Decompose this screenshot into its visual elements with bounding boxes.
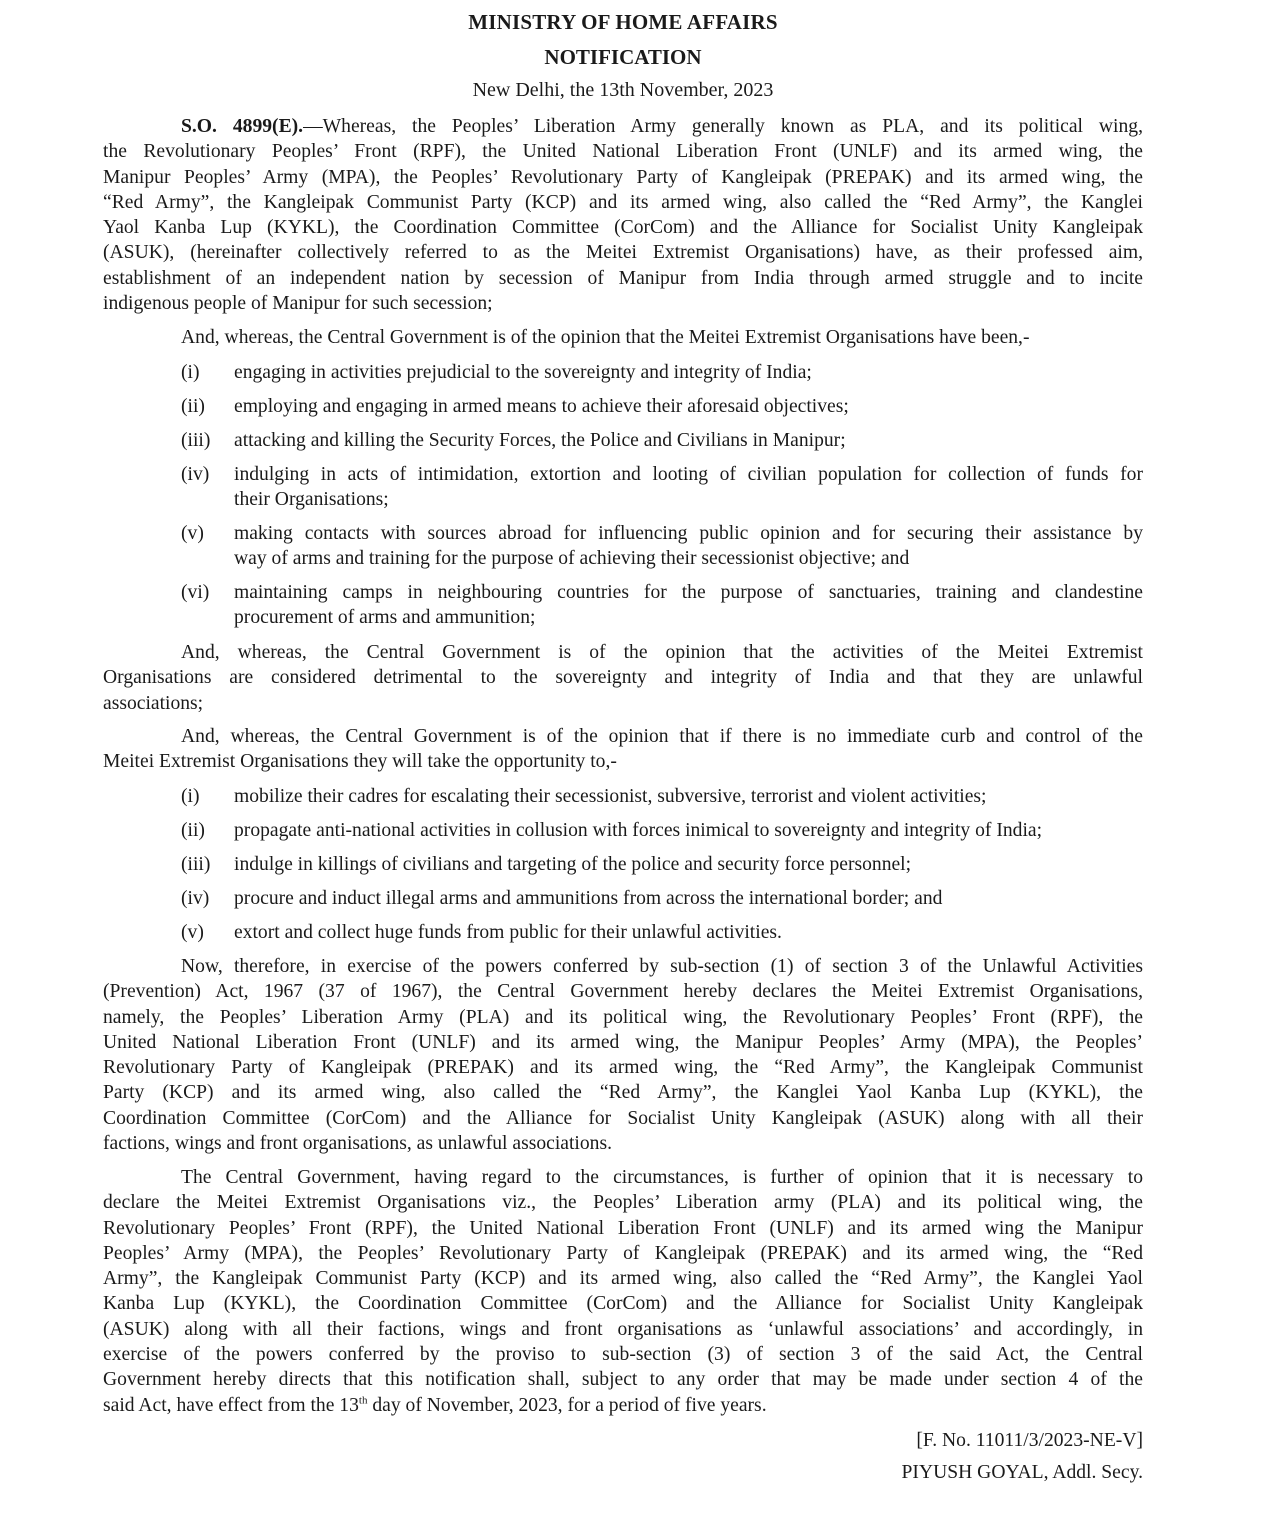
item-number: (iv) bbox=[181, 464, 210, 485]
effective-date-line: said Act, have effect from the 13th day of November, 2023, for a period of five years. bbox=[103, 1394, 767, 1416]
item-text: extort and collect huge funds from public for their unlawful activities. bbox=[234, 922, 782, 943]
preamble-line: Manipur Peoples’ Army (MPA), the Peoples’ Revolutionary Party of Kangleipak (PREPAK) and its armed wing, the bbox=[103, 166, 1143, 188]
item-text: procure and induct illegal arms and ammunitions from across the international border; and bbox=[234, 888, 943, 909]
declaration-paragraph: Now, therefore, in exercise of the powers conferred by sub-section (1) of section 3 of the Unlawful Activities (Prevention) Act, 1967 (37 of 1967), the Central Government hereby declares the Meitei Extremist Organisations, namely, the Peoples’ Liberation Army (PLA) and its political wing, the Revolutionary Peoples’ Front (RPF), the United National Liberation Front (UNLF) and its armed wing, the Manipur Peoples’ Army (MPA), the Peoples’ Revolutionary Party of Kangleipak (PREPAK) and its armed wing, the “Red Army”, the Kangleipak Communist Party (KCP) and its armed wing, also called the “Red Army”, the Kanglei Yaol Kanba Lup (KYKL), the Coordination Committee (CorCom) and the Alliance for Socialist Unity Kangleipak (ASUK) along with all their factions, wings and front organisations, as unlawful associations. bbox=[103, 956, 1143, 1155]
preamble-line: indigenous people of Manipur for such secession; bbox=[103, 293, 493, 315]
item-number: (ii) bbox=[181, 396, 205, 417]
item-number: (iii) bbox=[181, 854, 211, 875]
item-text: maintaining camps in neighbouring countries for the purpose of sanctuaries, training and clandestine bbox=[234, 582, 1143, 603]
item-text: attacking and killing the Security Forces, the Police and Civilians in Manipur; bbox=[234, 430, 846, 451]
whereas-intro-1: And, whereas, the Central Government is of the opinion that the Meitei Extremist Organisations have been,- bbox=[181, 327, 1030, 348]
preamble-line: establishment of an independent nation by secession of Manipur from India through armed struggle and to incite bbox=[103, 267, 1143, 289]
whereas-paragraph-3: And, whereas, the Central Government is of the opinion that if there is no immediate curb and control of the Meitei Extremist Organisations they will take the opportunity to,- bbox=[103, 726, 1143, 773]
effect-paragraph: The Central Government, having regard to the circumstances, is further of opinion that it is necessary to declare the Meitei Extremist Organisations viz., the Peoples’ Liberation army (PLA) and its political wing, the Revolutionary Peoples’ Front (RPF), the United National Liberation Front (UNLF) and its armed wing the Manipur Peoples’ Army (MPA), the Peoples’ Revolutionary Party of Kangleipak (PREPAK) and its armed wing, the “Red Army”, the Kangleipak Communist Party (KCP) and its armed wing, also called the “Red Army”, the Kanglei Yaol Kanba Lup (KYKL), the Coordination Committee (CorCom) and the Alliance for Socialist Unity Kangleipak (ASUK) along with all their factions, wings and front organisations as ‘unlawful associations’ and accordingly, in exercise of the powers conferred by the proviso to sub-section (3) of section 3 of the said Act, the Central Government hereby directs that this notification shall, subject to any order that may be made under section 4 of the said Act, have effect from the 13th day of November, 2023, for a period of five years. bbox=[103, 1165, 1143, 1418]
dateline: New Delhi, the 13th November, 2023 bbox=[472, 79, 774, 101]
item-text: way of arms and training for the purpose of achieving their secessionist objective; and bbox=[234, 548, 910, 570]
ministry-heading: MINISTRY OF HOME AFFAIRS bbox=[468, 10, 778, 34]
whereas-paragraph-2: And, whereas, the Central Government is of the opinion that the activities of the Meitei Extremist Organisations are considered detrimental to the sovereignty and integrity of India and that they are unlawful associations; bbox=[103, 642, 1143, 714]
item-number: (i) bbox=[181, 362, 200, 383]
item-text: making contacts with sources abroad for influencing public opinion and for securing their assistance by bbox=[234, 523, 1143, 544]
item-text: mobilize their cadres for escalating their secessionist, subversive, terrorist and violent activities; bbox=[234, 786, 987, 807]
item-text: indulging in acts of intimidation, extortion and looting of civilian population for collection of funds for bbox=[234, 464, 1143, 485]
signatory: PIYUSH GOYAL, Addl. Secy. bbox=[901, 1462, 1143, 1483]
item-text: indulge in killings of civilians and targeting of the police and security force personnel; bbox=[234, 854, 912, 875]
file-number: [F. No. 11011/3/2023-NE-V] bbox=[916, 1430, 1143, 1451]
preamble-line: “Red Army”, the Kangleipak Communist Party (KCP) and its armed wing, also called the “Red Army”, the Kanglei bbox=[103, 191, 1143, 213]
preamble-line: Yaol Kanba Lup (KYKL), the Coordination Committee (CorCom) and the Alliance for Socialist Unity Kangleipak bbox=[103, 217, 1143, 239]
item-number: (vi) bbox=[181, 582, 210, 603]
item-number: (i) bbox=[181, 786, 200, 807]
item-text: procurement of arms and ammunition; bbox=[234, 607, 536, 629]
item-number: (ii) bbox=[181, 820, 205, 841]
preamble-line: S.O. 4899(E).—Whereas, the Peoples’ Liberation Army generally known as PLA, and its political wing, bbox=[181, 116, 1143, 137]
preamble-line: the Revolutionary Peoples’ Front (RPF), the United National Liberation Front (UNLF) and its armed wing, the bbox=[103, 141, 1143, 163]
item-number: (v) bbox=[181, 523, 204, 544]
item-number: (iii) bbox=[181, 430, 211, 451]
preamble-paragraph bbox=[103, 114, 1143, 316]
item-number: (iv) bbox=[181, 888, 210, 909]
item-number: (v) bbox=[181, 922, 204, 943]
item-text: employing and engaging in armed means to achieve their aforesaid objectives; bbox=[234, 396, 849, 417]
item-text: engaging in activities prejudicial to the sovereignty and integrity of India; bbox=[234, 362, 812, 383]
item-text: propagate anti-national activities in collusion with forces inimical to sovereignty and integrity of India; bbox=[234, 820, 1043, 841]
item-text: their Organisations; bbox=[234, 489, 389, 511]
preamble-line: (ASUK), (hereinafter collectively referred to as the Meitei Extremist Organisations) have, as their professed aim, bbox=[103, 242, 1143, 264]
notification-title: NOTIFICATION bbox=[544, 45, 702, 69]
so-number: S.O. 4899(E). bbox=[181, 116, 304, 137]
